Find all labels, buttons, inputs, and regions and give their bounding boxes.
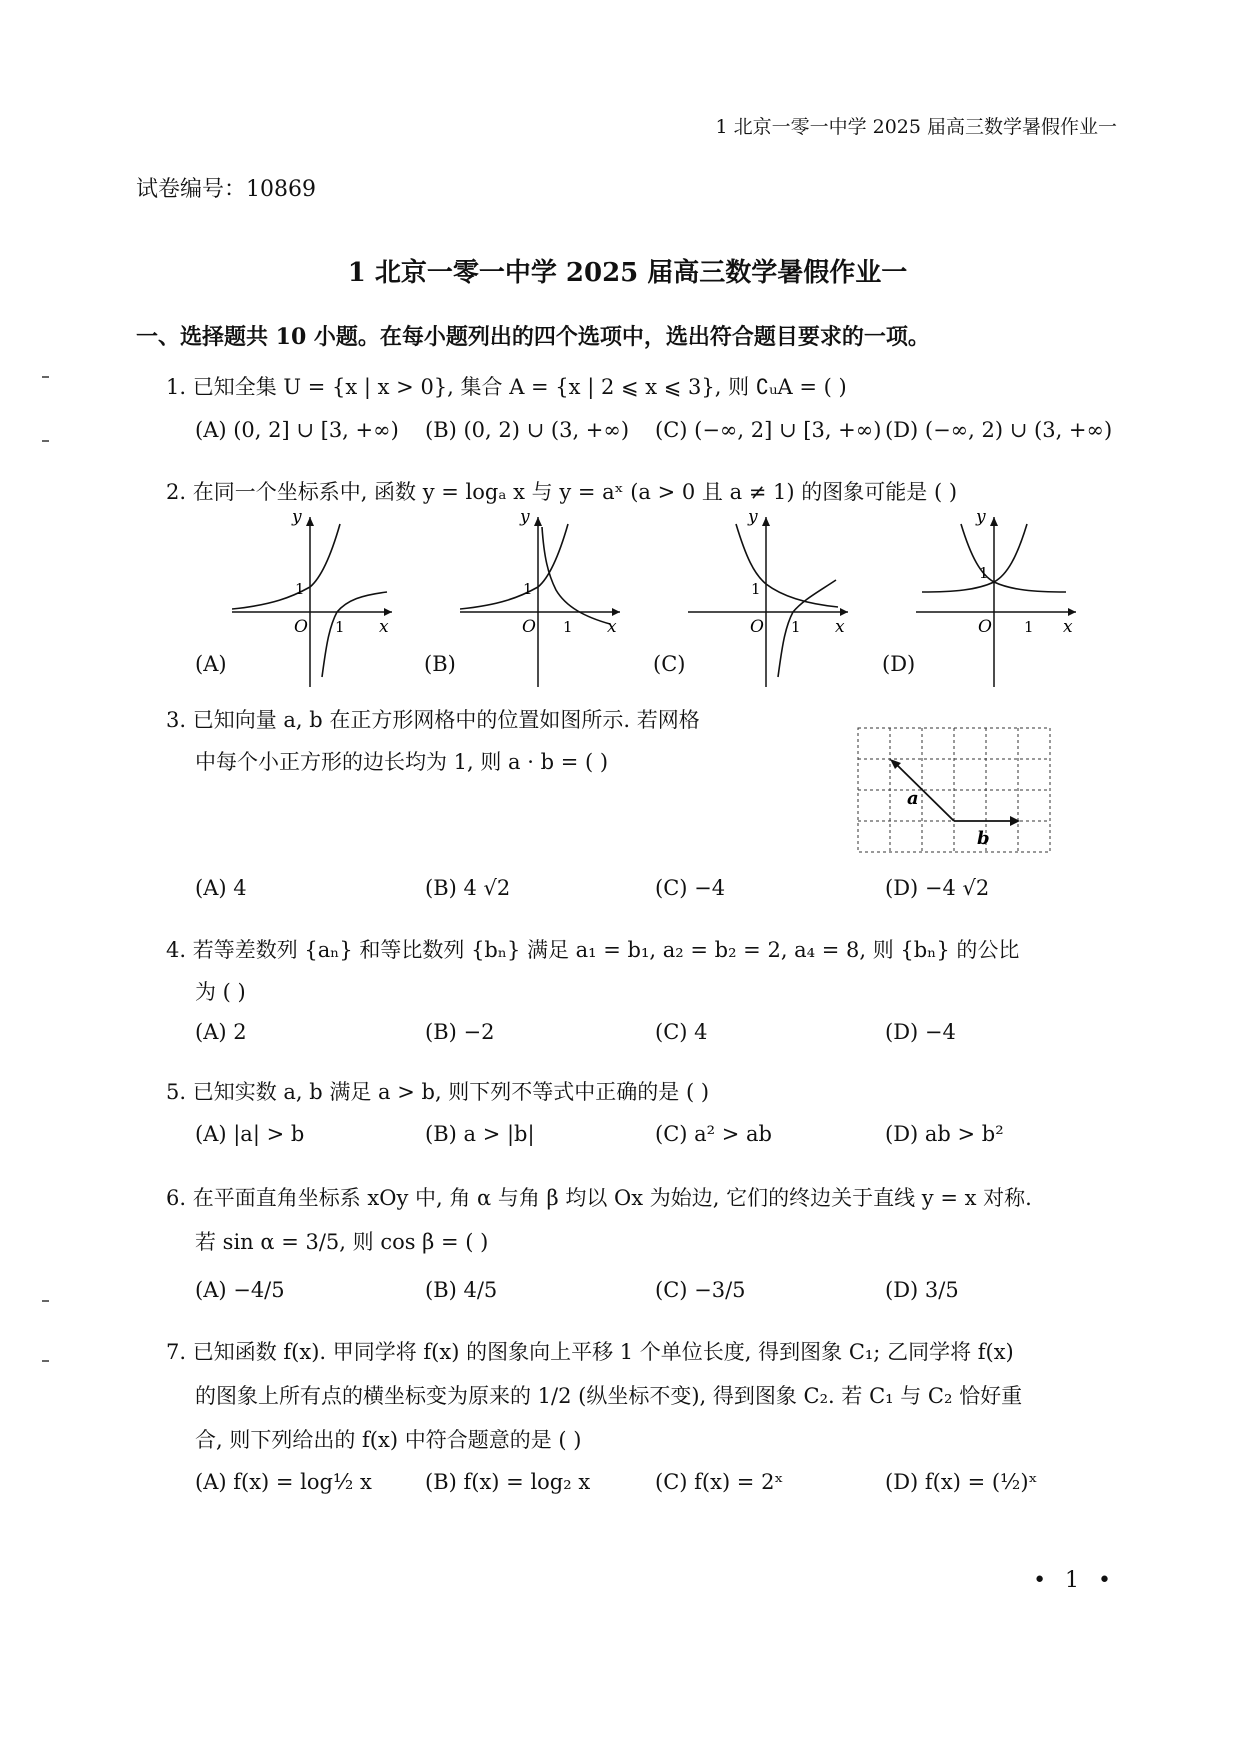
question-2-stem: 2. 在同一个坐标系中, 函数 y = logₐ x 与 y = aˣ (a > 0 且 a ≠ 1) 的图象可能是 ( ) (166, 480, 958, 504)
page-number: • 1 • (1033, 1568, 1117, 1593)
q7-option-a: (A) f(x) = log½ x (195, 1470, 372, 1494)
q4-option-b: (B) −2 (425, 1020, 495, 1044)
svg-text:x: x (379, 617, 389, 637)
q6-option-c: (C) −3/5 (655, 1278, 746, 1302)
svg-text:1: 1 (791, 618, 801, 636)
svg-text:x: x (1063, 617, 1073, 637)
graph-c (688, 512, 853, 687)
question-6-stem-line2: 若 sin α = 3/5, 则 cos β = ( ) (195, 1230, 489, 1254)
scan-mark (42, 1300, 49, 1302)
page-title: 1 北京一零一中学 2025 届高三数学暑假作业一 (347, 258, 908, 288)
paper-number: 试卷编号：10869 (136, 177, 316, 202)
svg-text:O: O (978, 617, 992, 637)
svg-text:1: 1 (563, 618, 573, 636)
question-4-stem-line1: 4. 若等差数列 {aₙ} 和等比数列 {bₙ} 满足 a₁ = b₁, a₂ = b₂ = 2, a₄ = 8, 则 {bₙ} 的公比 (166, 938, 1020, 962)
svg-text:1: 1 (751, 580, 761, 598)
q4-option-c: (C) 4 (655, 1020, 708, 1044)
q1-option-a: (A) (0, 2] ∪ [3, +∞) (195, 418, 399, 442)
q6-option-d: (D) 3/5 (885, 1278, 959, 1302)
question-7-stem-line2: 的图象上所有点的横坐标变为原来的 1/2 (纵坐标不变), 得到图象 C₂. 若 C₁ 与 C₂ 恰好重 (195, 1384, 1023, 1408)
question-4-stem-line2: 为 ( ) (195, 980, 246, 1004)
q5-option-d: (D) ab > b² (885, 1122, 1004, 1146)
svg-text:y: y (976, 512, 986, 527)
scan-mark (42, 440, 49, 442)
q5-option-a: (A) |a| > b (195, 1122, 305, 1146)
graph-c-label: (C) (653, 652, 686, 676)
q7-option-c: (C) f(x) = 2ˣ (655, 1470, 784, 1494)
svg-text:b: b (977, 828, 990, 849)
question-1-stem: 1. 已知全集 U = {x | x > 0}, 集合 A = {x | 2 ⩽ x ⩽ 3}, 则 ∁ᵤA = ( ) (166, 375, 847, 399)
q6-option-a: (A) −4/5 (195, 1278, 285, 1302)
svg-text:a: a (907, 788, 919, 809)
q1-option-b: (B) (0, 2) ∪ (3, +∞) (425, 418, 630, 442)
question-6-stem-line1: 6. 在平面直角坐标系 xOy 中, 角 α 与角 β 均以 Ox 为始边, 它们的终边关于直线 y = x 对称. (166, 1186, 1032, 1210)
svg-text:O: O (522, 617, 536, 637)
q4-option-d: (D) −4 (885, 1020, 956, 1044)
graph-a-label: (A) (195, 652, 227, 676)
q3-option-d: (D) −4 √2 (885, 876, 990, 900)
vector-grid-figure (855, 725, 1055, 857)
svg-text:1: 1 (335, 618, 345, 636)
svg-text:1: 1 (295, 580, 305, 598)
graph-d (916, 512, 1081, 687)
running-header: 1 北京一零一中学 2025 届高三数学暑假作业一 (715, 116, 1117, 138)
q5-option-c: (C) a² > ab (655, 1122, 772, 1146)
scan-mark (42, 376, 49, 378)
q3-option-c: (C) −4 (655, 876, 726, 900)
q7-option-b: (B) f(x) = log₂ x (425, 1470, 591, 1494)
section-heading: 一、选择题共 10 小题。在每小题列出的四个选项中，选出符合题目要求的一项。 (136, 324, 930, 350)
q5-option-b: (B) a > |b| (425, 1122, 535, 1146)
q3-option-b: (B) 4 √2 (425, 876, 511, 900)
svg-text:y: y (292, 512, 302, 527)
svg-text:x: x (835, 617, 845, 637)
q1-option-c: (C) (−∞, 2] ∪ [3, +∞) (655, 418, 882, 442)
graph-d-label: (D) (882, 652, 916, 676)
svg-text:O: O (750, 617, 764, 637)
svg-text:y: y (520, 512, 530, 527)
svg-text:O: O (294, 617, 308, 637)
q4-option-a: (A) 2 (195, 1020, 247, 1044)
question-3-stem-line1: 3. 已知向量 a, b 在正方形网格中的位置如图所示. 若网格 (166, 708, 700, 732)
graph-b (460, 512, 625, 687)
svg-text:1: 1 (979, 564, 989, 582)
question-7-stem-line3: 合, 则下列给出的 f(x) 中符合题意的是 ( ) (195, 1428, 582, 1452)
q1-option-d: (D) (−∞, 2) ∪ (3, +∞) (885, 418, 1113, 442)
svg-text:1: 1 (523, 580, 533, 598)
q7-option-d: (D) f(x) = (½)ˣ (885, 1470, 1038, 1494)
question-7-stem-line1: 7. 已知函数 f(x). 甲同学将 f(x) 的图象向上平移 1 个单位长度, 得到图象 C₁; 乙同学将 f(x) (166, 1340, 1014, 1364)
q6-option-b: (B) 4/5 (425, 1278, 498, 1302)
svg-text:y: y (748, 512, 758, 527)
graph-b-label: (B) (424, 652, 456, 676)
question-5-stem: 5. 已知实数 a, b 满足 a > b, 则下列不等式中正确的是 ( ) (166, 1080, 710, 1104)
svg-text:x: x (607, 617, 617, 637)
question-3-stem-line2: 中每个小正方形的边长均为 1, 则 a · b = ( ) (195, 750, 609, 774)
graph-a (232, 512, 397, 687)
scan-mark (42, 1360, 49, 1362)
svg-text:1: 1 (1024, 618, 1034, 636)
q3-option-a: (A) 4 (195, 876, 247, 900)
